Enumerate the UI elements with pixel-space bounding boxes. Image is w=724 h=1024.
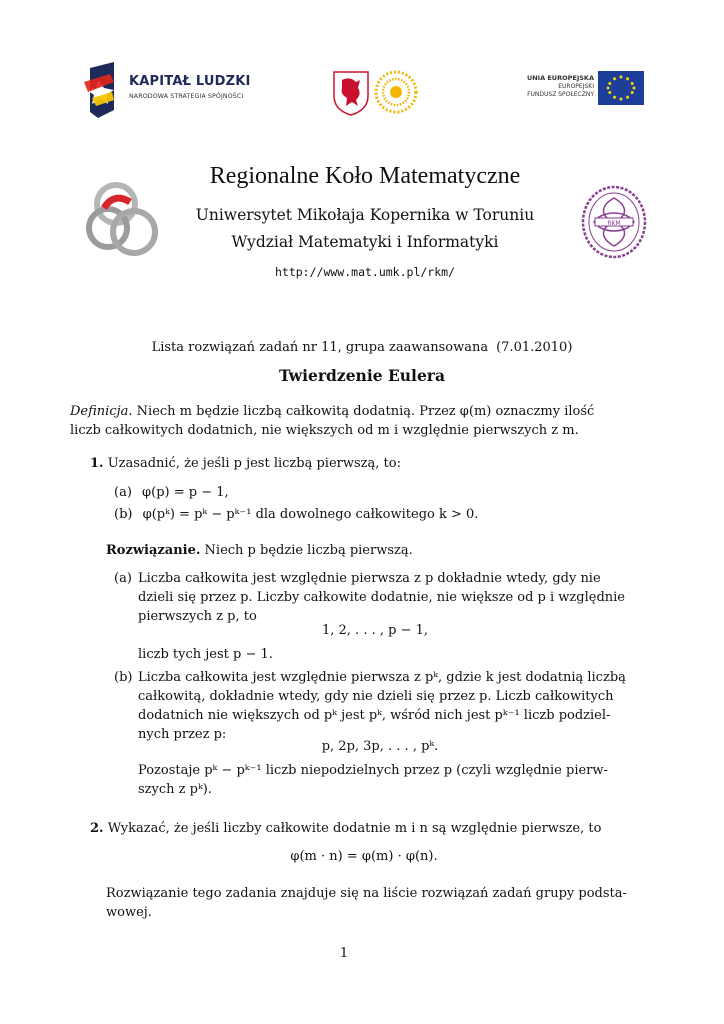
solution-b-line-4: nych przez p: — [138, 727, 227, 742]
rkm-seal-icon — [580, 184, 648, 260]
kapital-ludzki-emblem-icon — [84, 62, 126, 118]
solution-a-formula: 1, 2, . . . , p − 1, — [321, 623, 428, 638]
solution-b-formula: p, 2p, 3p, . . . , pᵏ. — [321, 739, 439, 754]
university-name: Uniwersytet Mikołaja Kopernika w Toruniu — [195, 206, 535, 224]
problem-2-formula: φ(m · n) = φ(m) · φ(n). — [290, 849, 438, 864]
solution-intro-text: Niech p będzie liczbą pierwszą. — [204, 543, 413, 558]
eu-logo — [520, 71, 644, 107]
solution-b-line-1: Liczba całkowita jest względnie pierwsza z pᵏ, gdzie k jest dodatnią liczbą — [138, 670, 626, 685]
list-date: (7.01.2010) — [496, 340, 573, 355]
solution-b-line-6: szych z pᵏ). — [138, 782, 212, 797]
definition-label: Definicja. — [70, 404, 133, 419]
problem-2-note-line-1: Rozwiązanie tego zadania znajduje się na liście rozwiązań zadań grupy podsta- — [106, 886, 627, 901]
problem-2-note-line-2: wowej. — [106, 905, 152, 920]
list-info-text: Lista rozwiązań zadań nr 11, grupa zaawansowana — [151, 340, 489, 355]
solution-a-line-2: dzieli się przez p. Liczby całkowite dodatnie, nie większe od p i względnie — [138, 590, 625, 605]
page-title: Regionalne Koło Matematyczne — [209, 163, 521, 189]
rings-logo-icon — [84, 180, 162, 262]
problem-2-number: 2. — [90, 821, 104, 836]
problem-1 — [90, 455, 401, 473]
sun-emblem-icon — [376, 72, 416, 112]
page-number: 1 — [339, 946, 349, 961]
kapital-ludzki-title: KAPITAŁ LUDZKI — [129, 74, 251, 89]
solution-a-label: (a) — [114, 571, 132, 586]
solution-a-line-4: liczb tych jest p − 1. — [138, 647, 273, 662]
problem-2-statement: Wykazać, że jeśli liczby całkowite dodatnie m i n są względnie pierwsze, to — [107, 821, 602, 836]
solution-b-line-5: Pozostaje pᵏ − pᵏ⁻¹ liczb niepodzielnych przez p (czyli względnie pierw- — [138, 763, 608, 778]
eu-line-3: FUNDUSZ SPOŁECZNY — [527, 91, 594, 98]
problem-2 — [90, 820, 601, 838]
faculty-name: Wydział Matematyki i Informatyki — [231, 233, 499, 251]
eu-flag-icon — [598, 71, 644, 105]
definition-line-1 — [70, 403, 594, 421]
item-text: φ(p) = p − 1, — [142, 485, 229, 500]
eu-text — [527, 74, 594, 100]
seal-text: RKM — [607, 220, 621, 227]
list-info — [60, 340, 664, 355]
item-label: (a) — [114, 485, 132, 500]
solution-b-line-3: dodatnich nie większych od pᵏ jest pᵏ, wśród nich jest pᵏ⁻¹ liczb podziel- — [138, 708, 611, 723]
problem-1-item-b — [114, 506, 478, 524]
item-label: (b) — [114, 507, 133, 522]
solution-b-label: (b) — [114, 670, 133, 685]
solution-intro — [106, 542, 413, 560]
solution-a-line-3: pierwszych z p, to — [138, 609, 257, 624]
problem-1-statement: Uzasadnić, że jeśli p jest liczbą pierwszą, to: — [107, 456, 401, 471]
item-text: φ(pᵏ) = pᵏ − pᵏ⁻¹ dla dowolnego całkowitego k > 0. — [142, 507, 479, 522]
definition-text-1: Niech m będzie liczbą całkowitą dodatnią. Przez φ(m) oznaczmy ilość — [136, 404, 595, 419]
website-url: http://www.mat.umk.pl/rkm/ — [274, 265, 455, 279]
eu-line-1: UNIA EUROPEJSKA — [526, 74, 594, 82]
eu-line-2: EUROPEJSKI — [558, 82, 594, 90]
regional-crests — [332, 70, 418, 116]
solution-a-line-1: Liczba całkowita jest względnie pierwsza z p dokładnie wtedy, gdy nie — [138, 571, 601, 586]
definition-line-2: liczb całkowitych dodatnich, nie większych od m i względnie pierwszych z m. — [70, 423, 579, 438]
section-heading: Twierdzenie Eulera — [278, 366, 446, 385]
kapital-ludzki-subtitle: NARODOWA STRATEGIA SPÓJNOŚCI — [129, 93, 244, 100]
griffin-crest-icon — [334, 72, 368, 115]
problem-1-item-a — [114, 484, 229, 502]
solution-b-line-2: całkowitą, dokładnie wtedy, gdy nie dzieli się przez p. Liczb całkowitych — [138, 689, 614, 704]
kapital-ludzki-logo — [84, 62, 254, 118]
solution-label: Rozwiązanie. — [106, 543, 201, 558]
problem-1-number: 1. — [90, 456, 104, 471]
